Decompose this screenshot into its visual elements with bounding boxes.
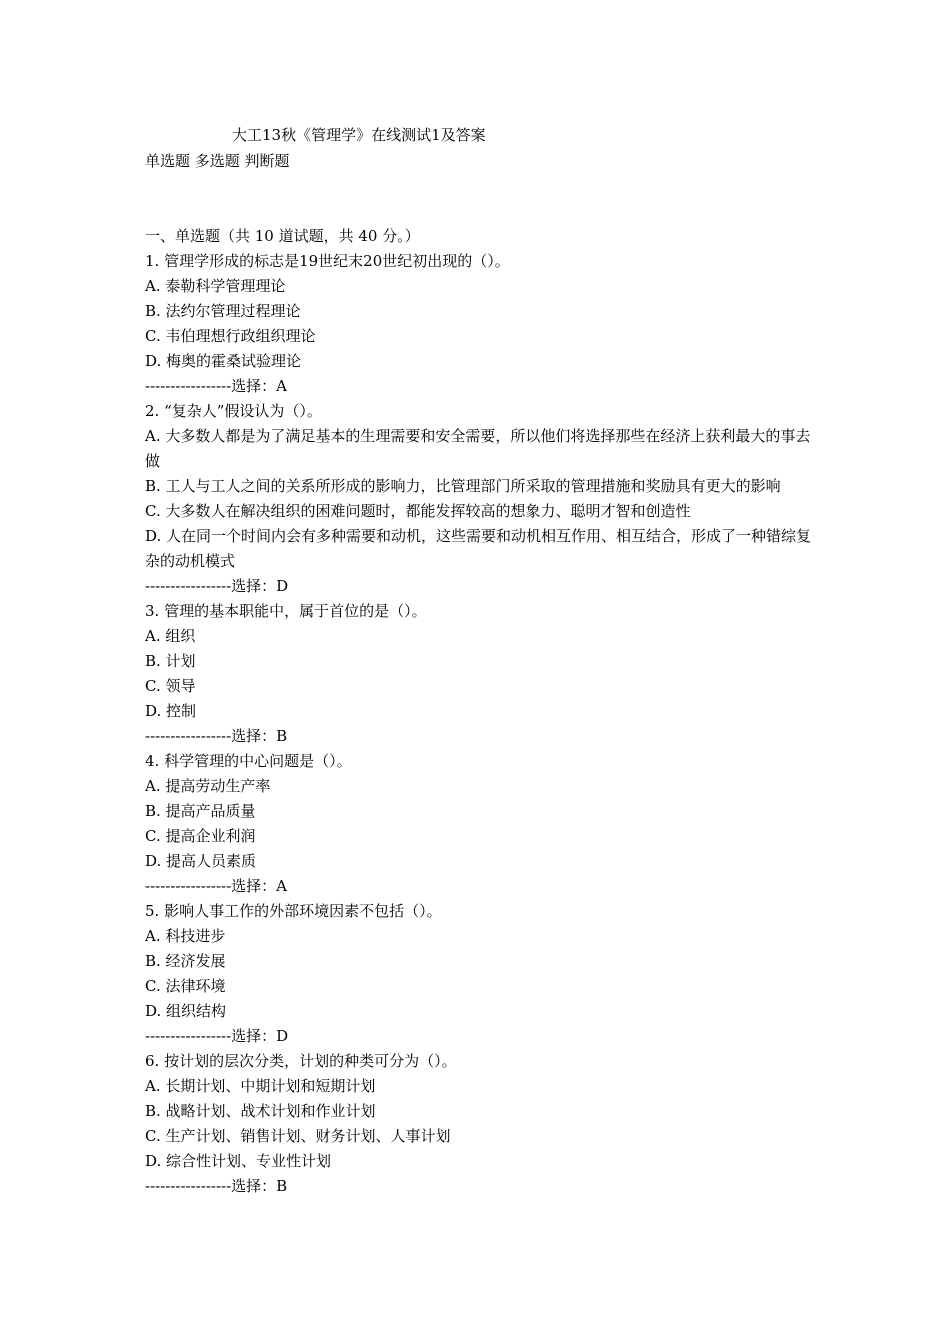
question-types: 单选题 多选题 判断题 xyxy=(145,152,290,170)
option-a: A. 组织 xyxy=(145,627,196,645)
document-body xyxy=(145,224,817,1199)
option-c: C. 韦伯理想行政组织理论 xyxy=(145,327,316,345)
option-b: B. 计划 xyxy=(145,652,196,670)
option-d: D. 综合性计划、专业性计划 xyxy=(145,1152,332,1170)
question-2 xyxy=(145,399,817,599)
question-6 xyxy=(145,1049,817,1199)
answer-line: -----------------选择：A xyxy=(145,377,287,395)
option-a: A. 泰勒科学管理理论 xyxy=(145,277,286,295)
question-1 xyxy=(145,249,817,399)
question-3 xyxy=(145,599,817,749)
option-b: B. 提高产品质量 xyxy=(145,802,256,820)
option-d: D. 提高人员素质 xyxy=(145,852,257,870)
option-c: C. 生产计划、销售计划、财务计划、人事计划 xyxy=(145,1127,451,1145)
option-c: C. 法律环境 xyxy=(145,977,226,995)
option-d: D. 梅奥的霍桑试验理论 xyxy=(145,352,302,370)
question-stem: 2. “复杂人”假设认为（）。 xyxy=(145,402,322,420)
option-b: B. 法约尔管理过程理论 xyxy=(145,302,301,320)
option-a: A. 长期计划、中期计划和短期计划 xyxy=(145,1077,376,1095)
option-d: D. 人在同一个时间内会有多种需要和动机，这些需要和动机相互作用、相互结合，形成了一种错综复杂的动机模式 xyxy=(145,527,812,570)
question-stem: 5. 影响人事工作的外部环境因素不包括（）。 xyxy=(145,902,442,920)
option-b: B. 经济发展 xyxy=(145,952,226,970)
question-4 xyxy=(145,749,817,899)
option-a: A. 大多数人都是为了满足基本的生理需要和安全需要，所以他们将选择那些在经济上获利最大的事去做 xyxy=(145,427,811,470)
answer-line: -----------------选择：D xyxy=(145,577,289,595)
question-stem: 6. 按计划的层次分类，计划的种类可分为（）。 xyxy=(145,1052,457,1070)
option-c: C. 领导 xyxy=(145,677,196,695)
section-heading: 一、单选题（共 10 道试题，共 40 分。） xyxy=(145,227,420,245)
option-c: C. 提高企业利润 xyxy=(145,827,256,845)
option-d: D. 组织结构 xyxy=(145,1002,227,1020)
question-stem: 1. 管理学形成的标志是19世纪末20世纪初出现的（）。 xyxy=(145,252,510,270)
question-stem: 3. 管理的基本职能中，属于首位的是（）。 xyxy=(145,602,427,620)
answer-line: -----------------选择：B xyxy=(145,727,288,745)
answer-line: -----------------选择：B xyxy=(145,1177,288,1195)
option-c: C. 大多数人在解决组织的困难问题时，都能发挥较高的想象力、聪明才智和创造性 xyxy=(145,502,691,520)
option-b: B. 工人与工人之间的关系所形成的影响力，比管理部门所采取的管理措施和奖励具有更大的影响 xyxy=(145,477,781,495)
answer-line: -----------------选择：D xyxy=(145,1027,289,1045)
option-a: A. 科技进步 xyxy=(145,927,226,945)
option-b: B. 战略计划、战术计划和作业计划 xyxy=(145,1102,376,1120)
answer-line: -----------------选择：A xyxy=(145,877,287,895)
option-a: A. 提高劳动生产率 xyxy=(145,777,271,795)
question-stem: 4. 科学管理的中心问题是（）。 xyxy=(145,752,352,770)
document-title: 大工13秋《管理学》在线测试1及答案 xyxy=(232,126,486,144)
question-5 xyxy=(145,899,817,1049)
option-d: D. 控制 xyxy=(145,702,197,720)
